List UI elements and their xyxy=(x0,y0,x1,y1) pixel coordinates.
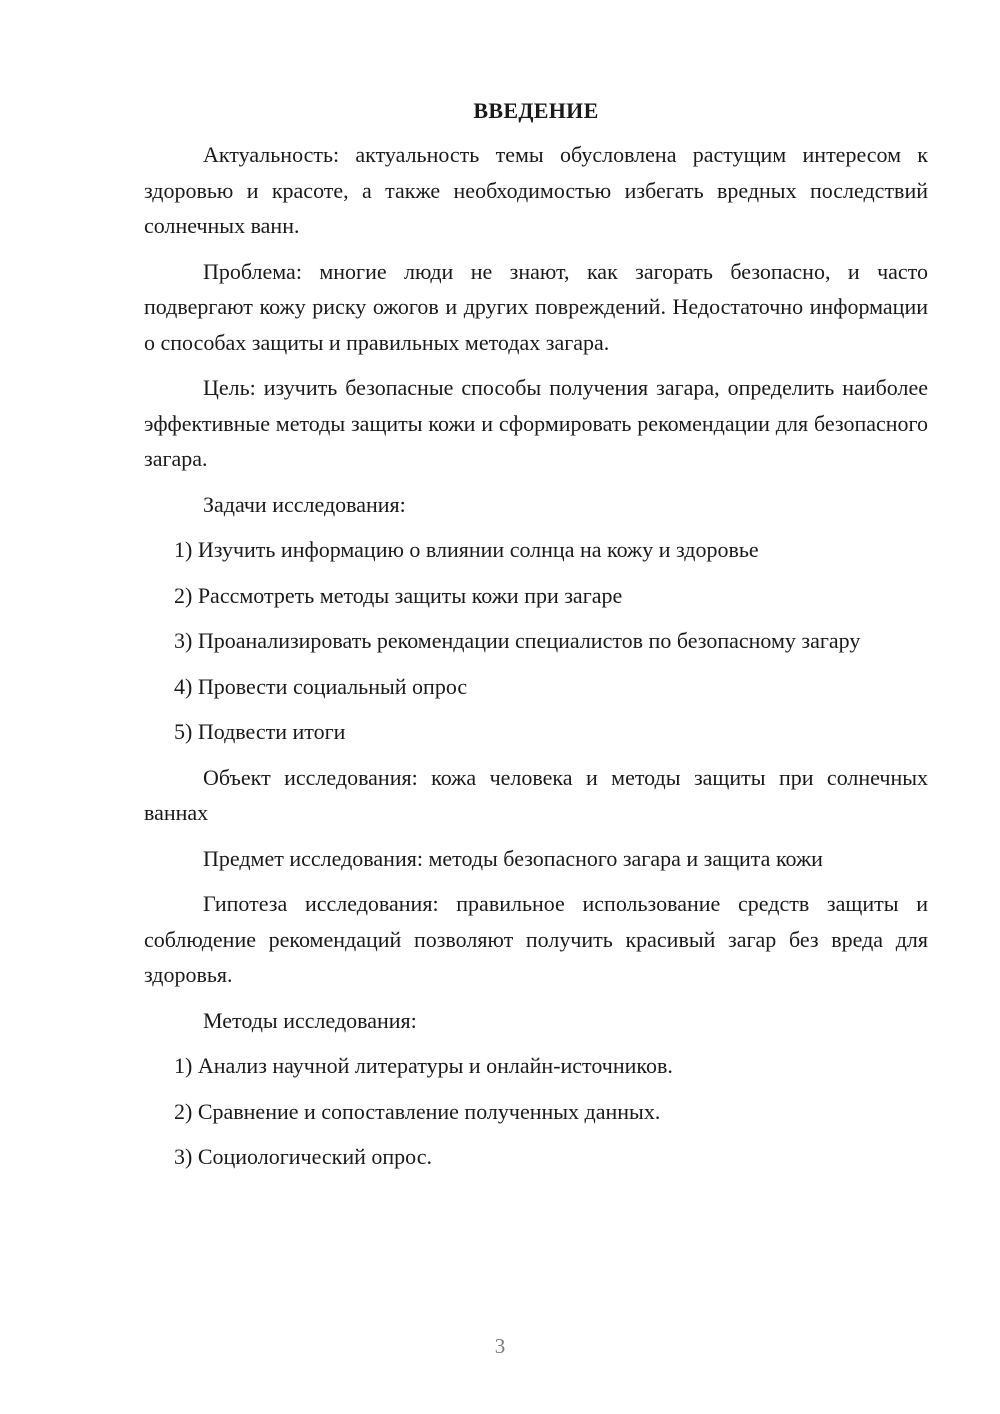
list-item-task-3: 3) Проанализировать рекомендации специалистов по безопасному загару xyxy=(174,628,861,653)
paragraph-hypothesis: Гипотеза исследования: правильное использование средств защиты и соблюдение рекомендаций позволяют получить красивый загар без вреда для здоровья. xyxy=(144,891,928,987)
page-number: 3 xyxy=(494,1334,506,1358)
list-item-method-1: 1) Анализ научной литературы и онлайн-источников. xyxy=(174,1053,673,1078)
list-item-task-2: 2) Рассмотреть методы защиты кожи при загаре xyxy=(174,582,623,608)
paragraph-methods-heading: Методы исследования: xyxy=(203,1007,417,1033)
paragraph-subject: Предмет исследования: методы безопасного загара и защита кожи xyxy=(203,845,823,871)
paragraph-goal: Цель: изучить безопасные способы получения загара, определить наиболее эффективные методы защиты кожи и сформировать рекомендации для безопасного загара. xyxy=(144,375,928,471)
document-page xyxy=(144,96,928,1185)
paragraph-tasks-heading: Задачи исследования: xyxy=(203,491,406,517)
list-item-method-3: 3) Социологический опрос. xyxy=(174,1144,432,1169)
paragraph-problem: Проблема: многие люди не знают, как загорать безопасно, и часто подвергают кожу риску ожогов и других повреждений. Недостаточно информации о способах защиты и правильных методах загара. xyxy=(144,258,928,355)
paragraph-relevance: Актуальность: актуальность темы обусловлена растущим интересом к здоровью и красоте, а также необходимостью избегать вредных последствий солнечных ванн. xyxy=(144,142,928,238)
list-item-task-1: 1) Изучить информацию о влиянии солнца на кожу и здоровье xyxy=(174,537,759,562)
list-item-task-4: 4) Провести социальный опрос xyxy=(174,673,468,699)
list-item-task-5: 5) Подвести итоги xyxy=(174,719,346,744)
paragraph-object: Объект исследования: кожа человека и методы защиты при солнечных ваннах xyxy=(144,764,928,825)
page-title: ВВЕДЕНИЕ xyxy=(473,98,599,123)
list-item-method-2: 2) Сравнение и сопоставление полученных данных. xyxy=(174,1098,661,1124)
